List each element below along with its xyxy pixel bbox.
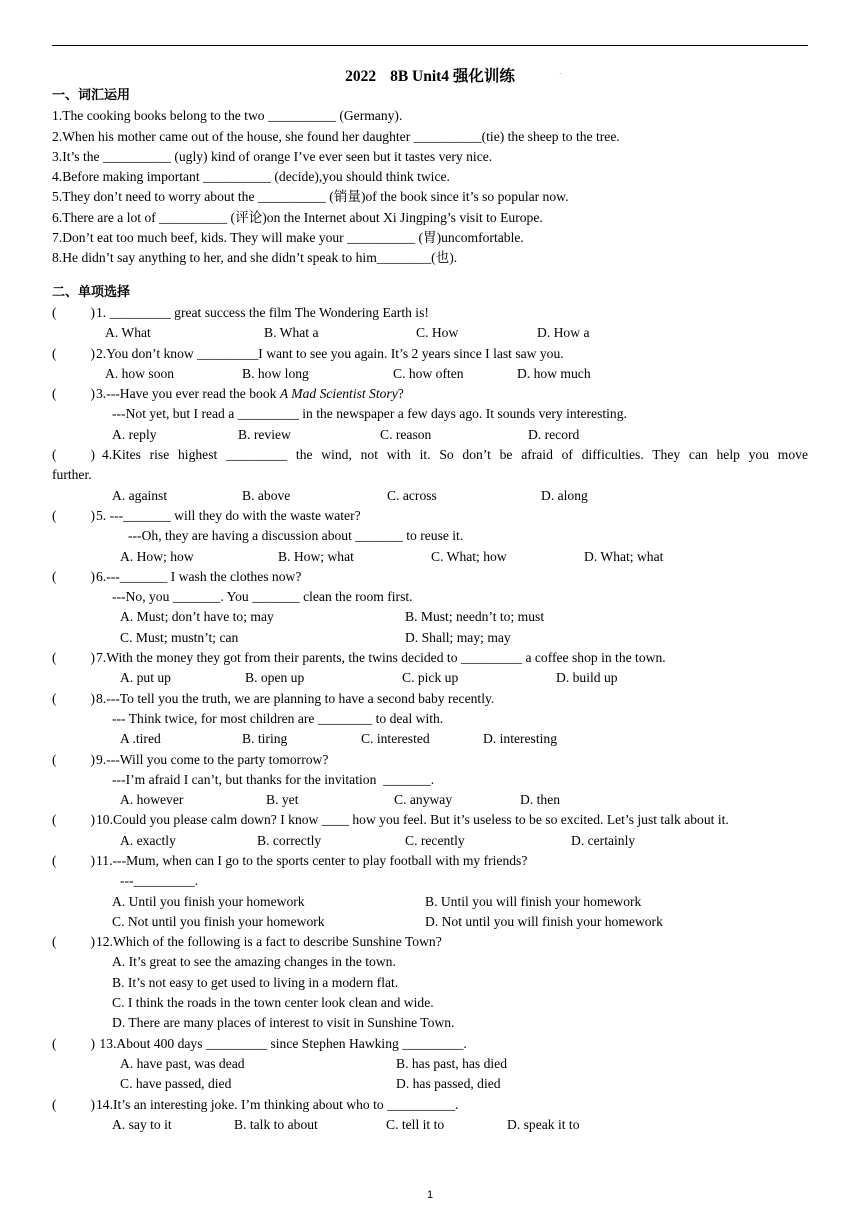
option-c: C. pick up [402, 670, 459, 686]
option-d: D. then [520, 792, 561, 808]
option-a: A. Until you finish your homework [112, 893, 305, 909]
vocab-item-4: 4.Before making important __________ (decide),you should think twice. [52, 169, 450, 185]
answer-paren[interactable]: ( ) [52, 751, 96, 767]
option-c: C. Not until you finish your homework [112, 913, 325, 929]
option-b: B. has past, has died [396, 1055, 508, 1071]
option-a: A .tired [120, 731, 161, 747]
option-b: B. What a [264, 325, 319, 341]
options-5 [52, 547, 812, 567]
option-d: D. how much [517, 365, 591, 381]
options-13b [52, 1074, 812, 1094]
answer-paren[interactable]: ( ) [52, 852, 96, 868]
answer-paren[interactable]: ( ) [52, 1035, 96, 1051]
question-3-reply: ---Not yet, but I read a _________ in the newspaper a few days ago. It sounds very interesting. [112, 406, 627, 422]
answer-paren[interactable]: ( ) [52, 650, 96, 666]
answer-paren[interactable]: ( ) [52, 386, 96, 402]
option-b: B. talk to about [234, 1116, 318, 1132]
options-10 [52, 831, 812, 851]
page-number: 1 [426, 1189, 434, 1201]
option-c: C. have passed, died [120, 1076, 232, 1092]
stray-dot: · [559, 70, 562, 78]
option-a: A. How; how [120, 548, 194, 564]
question-13: ( ) 13.About 400 days _________ since Stephen Hawking _________. [52, 1034, 812, 1054]
vocab-item-5: 5.They don’t need to worry about the __________ (销量)of the book since it’s so popular now. [52, 189, 569, 205]
option-a: A. It’s great to see the amazing changes in the town. [112, 954, 396, 970]
question-9: ( ) 9.---Will you come to the party tomorrow? [52, 750, 812, 770]
option-a: A. put up [120, 670, 171, 686]
options-11a [52, 892, 812, 912]
option-c: C. how often [393, 365, 464, 381]
options-2 [52, 364, 812, 384]
option-b: B. above [242, 487, 291, 503]
question-4-continued: further. [52, 467, 92, 483]
question-6-reply: ---No, you _______. You _______ clean the room first. [112, 589, 413, 605]
option-d: D. Not until you will finish your homework [425, 913, 663, 929]
option-b: B. open up [245, 670, 305, 686]
page-title: 2022 8B Unit4 强化训练 [345, 68, 515, 85]
answer-paren[interactable]: ( ) [52, 507, 96, 523]
option-d: D. Shall; may; may [405, 629, 511, 645]
question-11-reply: ---_________. [120, 873, 199, 889]
question-11: ( ) 11.---Mum, when can I go to the sports center to play football with my friends? [52, 851, 812, 871]
option-d: D. What; what [584, 548, 664, 564]
answer-paren[interactable]: ( ) [52, 1096, 96, 1112]
vocab-item-1: 1.The cooking books belong to the two __________ (Germany). [52, 108, 403, 124]
options-3 [52, 425, 812, 445]
book-title: A Mad Scientist Story [279, 386, 398, 402]
question-9-reply: ---I’m afraid I can’t, but thanks for the invitation _______. [112, 771, 435, 787]
option-a: A. What [105, 325, 151, 341]
option-b: B. It’s not easy to get used to living in a modern flat. [112, 974, 399, 990]
vocab-item-3: 3.It’s the __________ (ugly) kind of orange I’ve ever seen but it tastes very nice. [52, 148, 493, 164]
vocab-item-8: 8.He didn’t say anything to her, and she didn’t speak to him________(也). [52, 250, 458, 266]
question-5: ( ) 5. ---_______ will they do with the waste water? [52, 506, 812, 526]
options-9 [52, 790, 812, 810]
option-d: D. build up [556, 670, 618, 686]
question-7: ( ) 7.With the money they got from their parents, the twins decided to _________ a coffee shop in the town. [52, 648, 812, 668]
option-c: C. Must; mustn’t; can [120, 629, 239, 645]
question-14: ( ) 14.It’s an interesting joke. I’m thinking about who to __________. [52, 1095, 812, 1115]
option-d: D. speak it to [507, 1116, 580, 1132]
answer-paren[interactable]: ( ) [52, 690, 96, 706]
answer-paren[interactable]: ( ) [52, 934, 96, 950]
option-d: D. along [541, 487, 588, 503]
option-c: C. reason [380, 426, 432, 442]
option-d: D. record [528, 426, 580, 442]
answer-paren[interactable]: ( ) [52, 345, 96, 361]
answer-paren[interactable]: ( ) [52, 812, 96, 828]
question-12: ( ) 12.Which of the following is a fact to describe Sunshine Town? [52, 932, 812, 952]
vocab-item-6: 6.There are a lot of __________ (评论)on the Internet about Xi Jingping’s visit to Europe. [52, 209, 543, 225]
option-c: C. recently [405, 832, 465, 848]
option-d: D. has passed, died [396, 1076, 501, 1092]
options-8 [52, 729, 812, 749]
option-b: B. tiring [242, 731, 288, 747]
vocab-item-7: 7.Don’t eat too much beef, kids. They will make your __________ (胃)uncomfortable. [52, 230, 524, 246]
option-c: C. interested [361, 731, 430, 747]
option-b: B. review [238, 426, 291, 442]
option-a: A. reply [112, 426, 157, 442]
option-a: A. against [112, 487, 168, 503]
option-a: A. however [120, 792, 184, 808]
option-a: A. exactly [120, 832, 176, 848]
option-a: A. have past, was dead [120, 1055, 245, 1071]
option-c: C. How [416, 325, 459, 341]
top-rule [52, 45, 808, 46]
options-13a [52, 1054, 812, 1074]
question-1: ( ) 1. _________ great success the film The Wondering Earth is! [52, 303, 812, 323]
option-a: A. Must; don’t have to; may [120, 609, 274, 625]
option-b: B. How; what [278, 548, 354, 564]
option-c: C. across [387, 487, 437, 503]
option-d: D. interesting [483, 731, 557, 747]
option-a: A. how soon [105, 365, 175, 381]
options-4 [52, 486, 812, 506]
option-b: B. Must; needn’t to; must [405, 609, 545, 625]
option-b: B. how long [242, 365, 309, 381]
question-10: ( ) 10.Could you please calm down? I know ____ how you feel. But it’s useless to be so excited. Let’s just talk about it. [52, 810, 812, 830]
option-a: A. say to it [112, 1116, 172, 1132]
question-3: ( ) 3.---Have you ever read the book A Mad Scientist Story? [52, 384, 812, 404]
option-b: B. Until you will finish your homework [425, 893, 642, 909]
option-d: D. There are many places of interest to visit in Sunshine Town. [112, 1015, 455, 1031]
question-8: ( ) 8.---To tell you the truth, we are planning to have a second baby recently. [52, 689, 812, 709]
answer-paren[interactable]: ( ) [52, 447, 96, 463]
option-b: B. yet [266, 792, 299, 808]
options-6a [52, 607, 812, 627]
question-5-reply: ---Oh, they are having a discussion about _______ to reuse it. [128, 528, 464, 544]
option-d: D. certainly [571, 832, 636, 848]
section1-heading: 一、词汇运用 [52, 88, 131, 103]
option-c: C. What; how [431, 548, 507, 564]
option-c: C. anyway [394, 792, 453, 808]
option-c: C. I think the roads in the town center look clean and wide. [112, 995, 434, 1011]
section2-heading: 二、单项选择 [52, 284, 131, 300]
answer-paren[interactable]: ( ) [52, 568, 96, 584]
answer-paren[interactable]: ( ) [52, 304, 96, 320]
option-d: D. How a [537, 325, 590, 341]
options-7 [52, 668, 812, 688]
question-6: ( ) 6.---_______ I wash the clothes now? [52, 567, 812, 587]
options-6b [52, 628, 812, 648]
question-8-reply: --- Think twice, for most children are ________ to deal with. [112, 710, 444, 726]
options-1 [52, 323, 812, 343]
option-c: C. tell it to [386, 1116, 445, 1132]
option-b: B. correctly [257, 832, 322, 848]
options-14 [52, 1115, 812, 1135]
vocab-item-2: 2.When his mother came out of the house, she found her daughter __________(tie) the sheep to the tree. [52, 128, 620, 144]
options-11b [52, 912, 812, 932]
question-4: ( ) 4.Kites rise highest _________ the wind, not with it. So don’t be afraid of difficulties. They can help you move [52, 445, 812, 465]
worksheet-body [52, 86, 812, 1135]
question-2: ( ) 2.You don’t know _________I want to see you again. It’s 2 years since I last saw you. [52, 344, 812, 364]
